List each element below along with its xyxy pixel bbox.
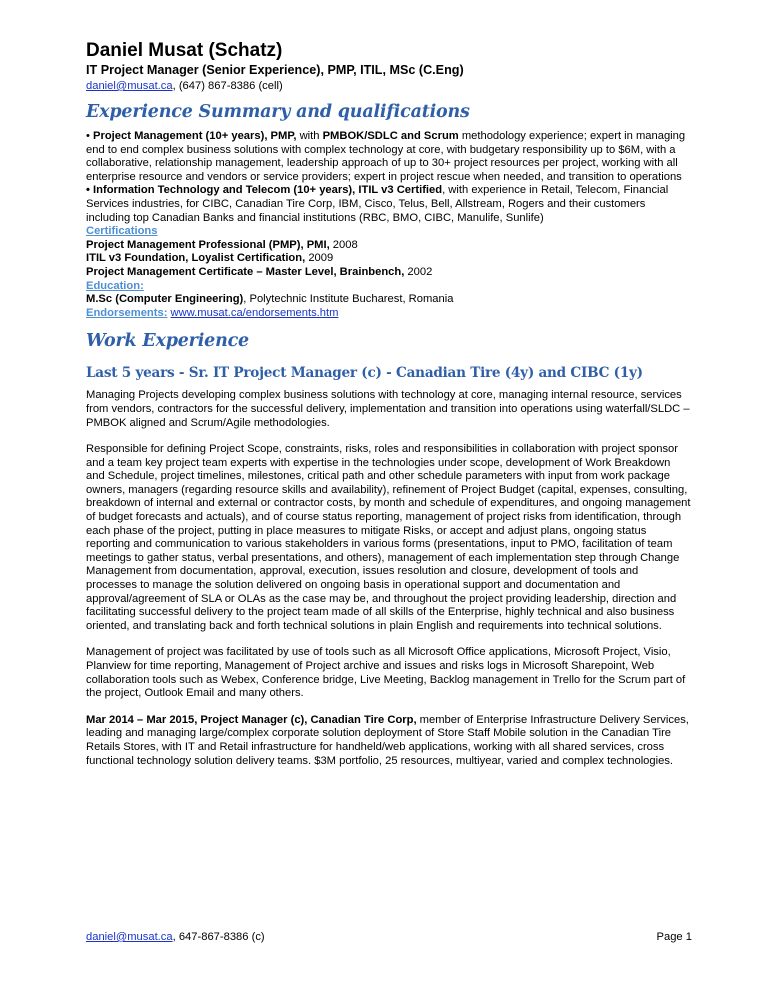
work-paragraph: Managing Projects developing complex business solutions with technology at core, managing internal resource, services from vendors, contractors for the successful delivery, implementation and transition into operations using waterfall/SLDC – PMBOK aligned and Scrum/Agile methodologies. bbox=[86, 389, 690, 429]
work-subheading: Last 5 years - Sr. IT Project Manager (c) - Canadian Tire (4y) and CIBC (1y) bbox=[86, 365, 643, 382]
summary-bullet-it: • Information Technology and Telecom (10+ years), ITIL v3 Certified, with experience in Retail, Telecom, Financial Services industries, for CIBC, Canadian Tire Corp, IBM, Cisco, Telus, Bell, Allstream, Rogers and their customers including top Canadian Banks and financial institutions (RBC, BMO, CIBC, Manulife, Sunlife) bbox=[86, 184, 669, 224]
candidate-title: IT Project Manager (Senior Experience), PMP, ITIL, MSc (C.Eng) bbox=[86, 63, 464, 77]
cert-item: ITIL v3 Foundation, Loyalist Certification, 2009 bbox=[86, 252, 334, 265]
certifications-label: Certifications bbox=[86, 225, 158, 238]
endorsements-line: Endorsements: www.musat.ca/endorsements.htm bbox=[86, 306, 339, 319]
cert-item: Project Management Certificate – Master Level, Brainbench, 2002 bbox=[86, 265, 433, 278]
email-link[interactable]: daniel@musat.ca bbox=[86, 80, 173, 92]
summary-heading: Experience Summary and qualifications bbox=[86, 102, 470, 122]
cert-item: Project Management Professional (PMP), PMI, 2008 bbox=[86, 238, 358, 251]
phone-text: , (647) 867-8386 (cell) bbox=[172, 80, 283, 92]
education-item: M.Sc (Computer Engineering), Polytechnic Institute Bucharest, Romania bbox=[86, 293, 454, 306]
footer-email-link[interactable]: daniel@musat.ca bbox=[86, 931, 173, 943]
work-heading: Work Experience bbox=[86, 331, 249, 352]
page-number: Page 1 bbox=[656, 931, 692, 943]
resume-page bbox=[86, 40, 692, 768]
endorsements-link[interactable]: www.musat.ca/endorsements.htm bbox=[170, 306, 339, 319]
work-paragraph: Responsible for defining Project Scope, constraints, risks, roles and responsibilities in collaboration with project sponsor and a team key project team experts with expertise in the technologies under scope, development of Work Breakdown and Schedule, project timelines, milestones, critical path and other schedule parameters with input from work package owners, managers (regarding resource skills and availability), refinement of Project Budget (capital, expenses, consulting, breakdown of internal and external or contractor costs, by month and schedule of expenditures, and ongoing management of budget forecasts and actuals), and of course status reporting, management of project risks from identification, through each phase of the project, putting in place measures to mitigate Risks, or accept and adjust plans, ongoing status reporting and communication to various stakeholders in various forms (presentations, input to PMO, facilitation of team meetings to gather status, verbal presentations, and others), management of each implementation step through Change Management from documentation, approval, execution, issues resolution and closure, development of tools and processes to manage the solution delivered on ongoing basis in operational support and documentation and approval/agreement of SLA or OLAs as the case may be, and throughout the project providing leadership, direction and facilitating successful delivery to the project team made of all skills of the Enterprise, highly technical and also business oriented, and translating back and forth technical solutions in plain English and requirements into technical solutions. bbox=[86, 443, 691, 632]
work-paragraph: Management of project was facilitated by use of tools such as all Microsoft Office applications, Microsoft Project, Visio, Planview for time reporting, Management of Project archive and issues and risks logs in Microsoft Sharepoint, Web collaboration tools such as Webex, Conference bridge, Live Meeting, Backlog management in Trello for the Scrum part of the project, Outlook Email and many others. bbox=[86, 646, 686, 700]
education-label: Education: bbox=[86, 279, 144, 292]
summary-section bbox=[86, 130, 692, 320]
contact-line bbox=[86, 79, 692, 93]
candidate-name: Daniel Musat (Schatz) bbox=[86, 40, 283, 61]
page-footer bbox=[86, 930, 692, 944]
footer-contact: daniel@musat.ca, 647-867-8386 (c) bbox=[86, 931, 265, 943]
job-entry: Mar 2014 – Mar 2015, Project Manager (c), Canadian Tire Corp, member of Enterprise Infrastructure Delivery Services, leading and managing large/complex corporate solution deployment of Store Staff Mobile solution in the Canadian Tire Retails Stores, with IT and Retail infrastructure for handheld/web applications, working with all shared services, cross functional technology solution delivery teams. $3M portfolio, 25 resources, multiyear, varied and complex technologies. bbox=[86, 713, 689, 767]
work-section bbox=[86, 389, 692, 768]
summary-bullet-pm: • Project Management (10+ years), PMP, with PMBOK/SDLC and Scrum methodology experience; expert in managing end to end complex business solutions with complex technology at core, with budgetary responsibility up to $6M, with a collaborative, relationship management, leadership approach of up to 30+ project resources per project, working with all enterprise resource and vendors or service providers; expert in project rescue when needed, and transition to operations bbox=[86, 130, 686, 183]
